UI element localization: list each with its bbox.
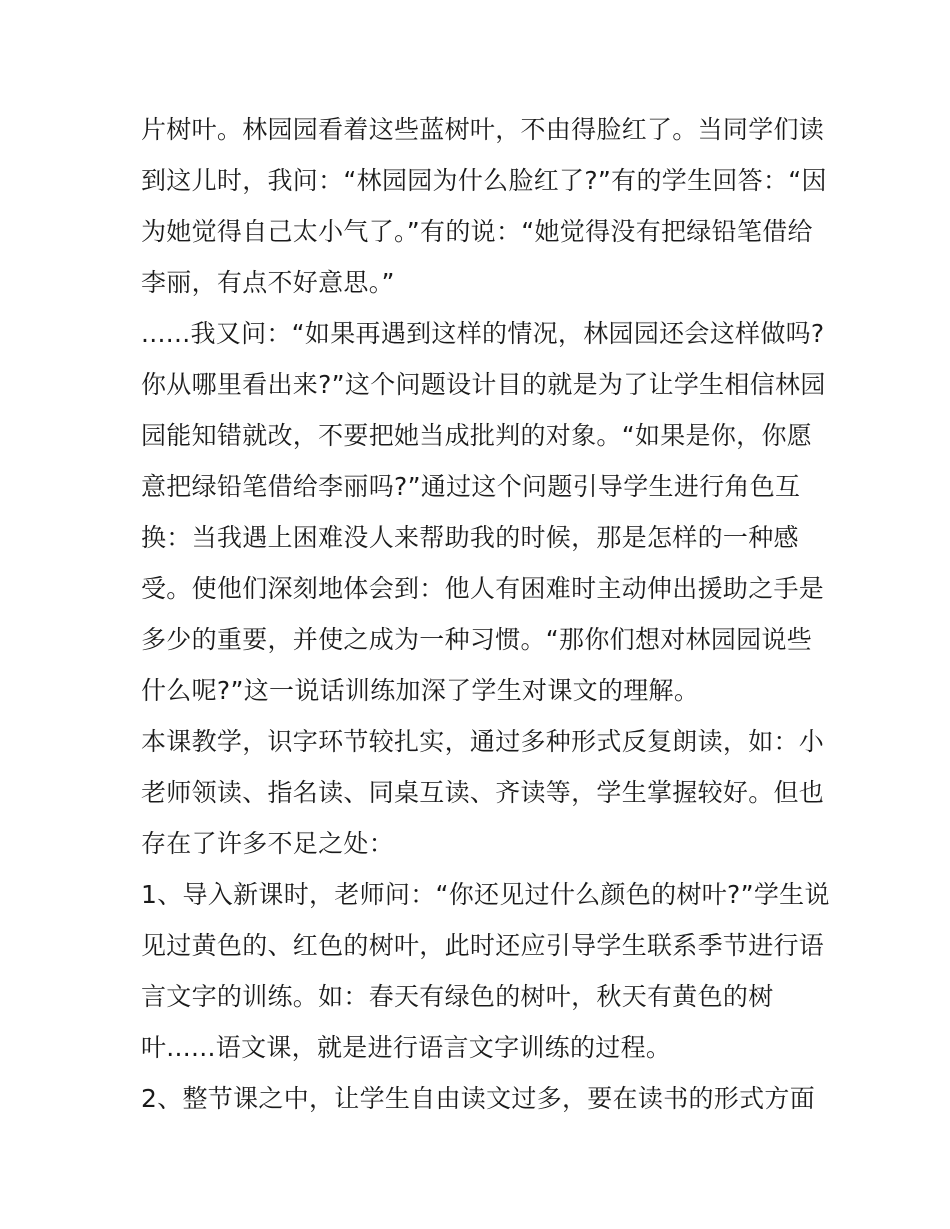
text-line: 言文字的训练。如：春天有绿色的树叶，秋天有黄色的树 [141,982,774,1011]
text-line: 受。使他们深刻地体会到：他人有困难时主动伸出援助之手是 [141,574,825,603]
text-line: 存在了许多不足之处： [141,829,395,858]
text-line: 园能知错就改，不要把她当成批判的对象。“如果是你，你愿 [141,421,813,450]
text-line: 本课教学，识字环节较扎实，通过多种形式反复朗读，如：小 [141,727,825,756]
text-line: 片树叶。林园园看着这些蓝树叶，不由得脸红了。当同学们读 [141,115,825,144]
text-line: 1、导入新课时，老师问：“你还见过什么颜色的树叶?”学生说 [141,880,830,909]
text-line: 换：当我遇上困难没人来帮助我的时候，那是怎样的一种感 [141,523,799,552]
text-line: 到这儿时，我问：“林园园为什么脸红了?”有的学生回答：“因 [141,166,827,195]
text-line: 2、整节课之中，让学生自由读文过多，要在读书的形式方面 [141,1084,816,1113]
text-line: ......我又问：“如果再遇到这样的情况，林园园还会这样做吗? [141,319,825,348]
text-line: 叶......语文课，就是进行语言文字训练的过程。 [141,1033,672,1062]
text-line: 老师领读、指名读、同桌互读、齐读等，学生掌握较好。但也 [141,778,825,807]
text-line: 见过黄色的、红色的树叶，此时还应引导学生联系季节进行语 [141,931,825,960]
text-line: 你从哪里看出来?”这个问题设计目的就是为了让学生相信林园 [141,370,826,399]
text-line: 意把绿铅笔借给李丽吗?”通过这个问题引导学生进行角色互 [141,472,801,501]
text-line: 什么呢?”这一说话训练加深了学生对课文的理解。 [141,676,700,705]
text-line: 为她觉得自己太小气了。”有的说：“她觉得没有把绿铅笔借给 [141,217,813,246]
text-line: 李丽，有点不好意思。” [141,268,395,297]
text-line: 多少的重要，并使之成为一种习惯。“那你们想对林园园说些 [141,625,813,654]
